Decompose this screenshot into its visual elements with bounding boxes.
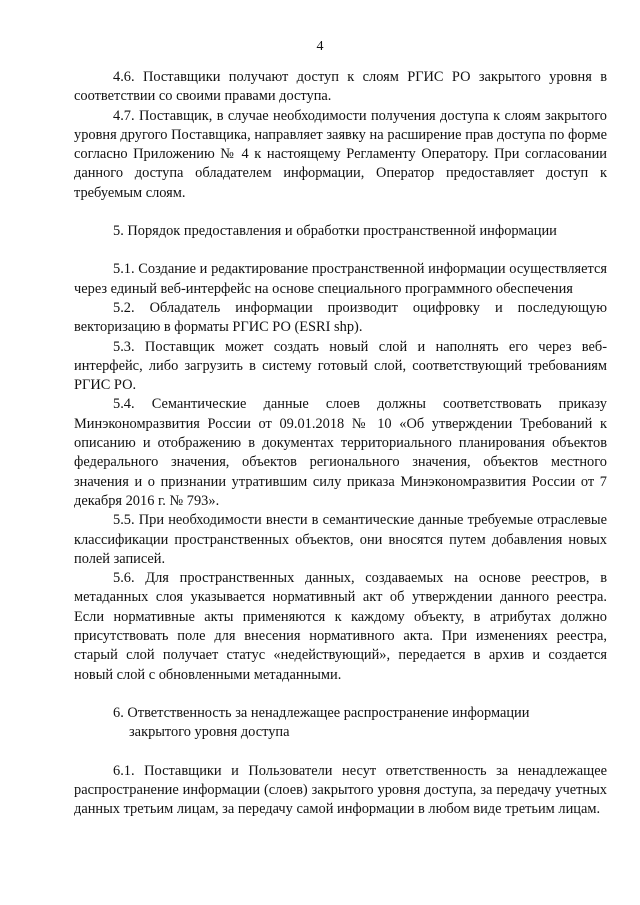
- paragraph-5-6: 5.6. Для пространственных данных, создаваемых на основе реестров, в метаданных слоя указывается нормативный акт об утверждении данного реестра. Если нормативные акты применяются к каждому объекту, в атрибутах должно присутствовать поле для внесения нормативного акта. При изменениях реестра, старый слой получает статус «недействующий», передается в архив и создается новый слой с обновленными метаданными.: [74, 570, 607, 683]
- paragraph-6-1: 6.1. Поставщики и Пользователи несут ответственность за ненадлежащее распространение информации (слоев) закрытого уровня доступа, за передачу учетных данных третьим лицам, за передачу самой информации в любом виде третьим лицам.: [74, 762, 607, 818]
- paragraph-5-2: 5.2. Обладатель информации производит оцифровку и последующую векторизацию в форматы РГИС РО (ESRI shp).: [74, 299, 607, 336]
- section-5-heading: 5. Порядок предоставления и обработки пространственной информации: [113, 223, 557, 240]
- section-6-heading-line2: закрытого уровня доступа: [129, 724, 290, 741]
- section-gap: [74, 241, 607, 260]
- document-body: [74, 68, 607, 819]
- paragraph-5-4: 5.4. Семантические данные слоев должны соответствовать приказу Минэкономразвития России от 09.01.2018 № 10 «Об утверждении Требований к описанию и отображению в документах территориального планирования объектов федерального значения, объектов регионального значения, объектов местного значения и о признании утратившим силу приказа Минэкономразвития России от 7 декабря 2016 г. № 793».: [74, 396, 607, 509]
- paragraph-5-3: 5.3. Поставщик может создать новый слой и наполнять его через веб-интерфейс, либо загрузить в систему готовый слой, соответствующий требованиям РГИС РО.: [74, 338, 607, 394]
- section-gap: [74, 685, 607, 704]
- page-number: 4: [316, 39, 324, 54]
- section-gap: [74, 203, 607, 222]
- section-gap: [74, 743, 607, 762]
- paragraph-5-5: 5.5. При необходимости внести в семантические данные требуемые отраслевые классификации пространственных объектов, они вносятся путем добавления новых полей записей.: [74, 512, 607, 567]
- paragraph-5-1: 5.1. Создание и редактирование пространственной информации осуществляется через единый веб-интерфейс на основе специального программного обеспечения: [74, 261, 607, 297]
- paragraph-4-6: 4.6. Поставщики получают доступ к слоям РГИС РО закрытого уровня в соответствии со своими правами доступа.: [74, 69, 607, 105]
- section-6-heading-line1: 6. Ответственность за ненадлежащее распространение информации: [113, 704, 530, 721]
- paragraph-4-7: 4.7. Поставщик, в случае необходимости получения доступа к слоям закрытого уровня другого Поставщика, направляет заявку на расширение прав доступа по форме согласно Приложению № 4 к настоящему Регламенту Оператору. При согласовании данного доступа обладателем информации, Оператор предоставляет доступ к требуемым слоям.: [74, 107, 607, 201]
